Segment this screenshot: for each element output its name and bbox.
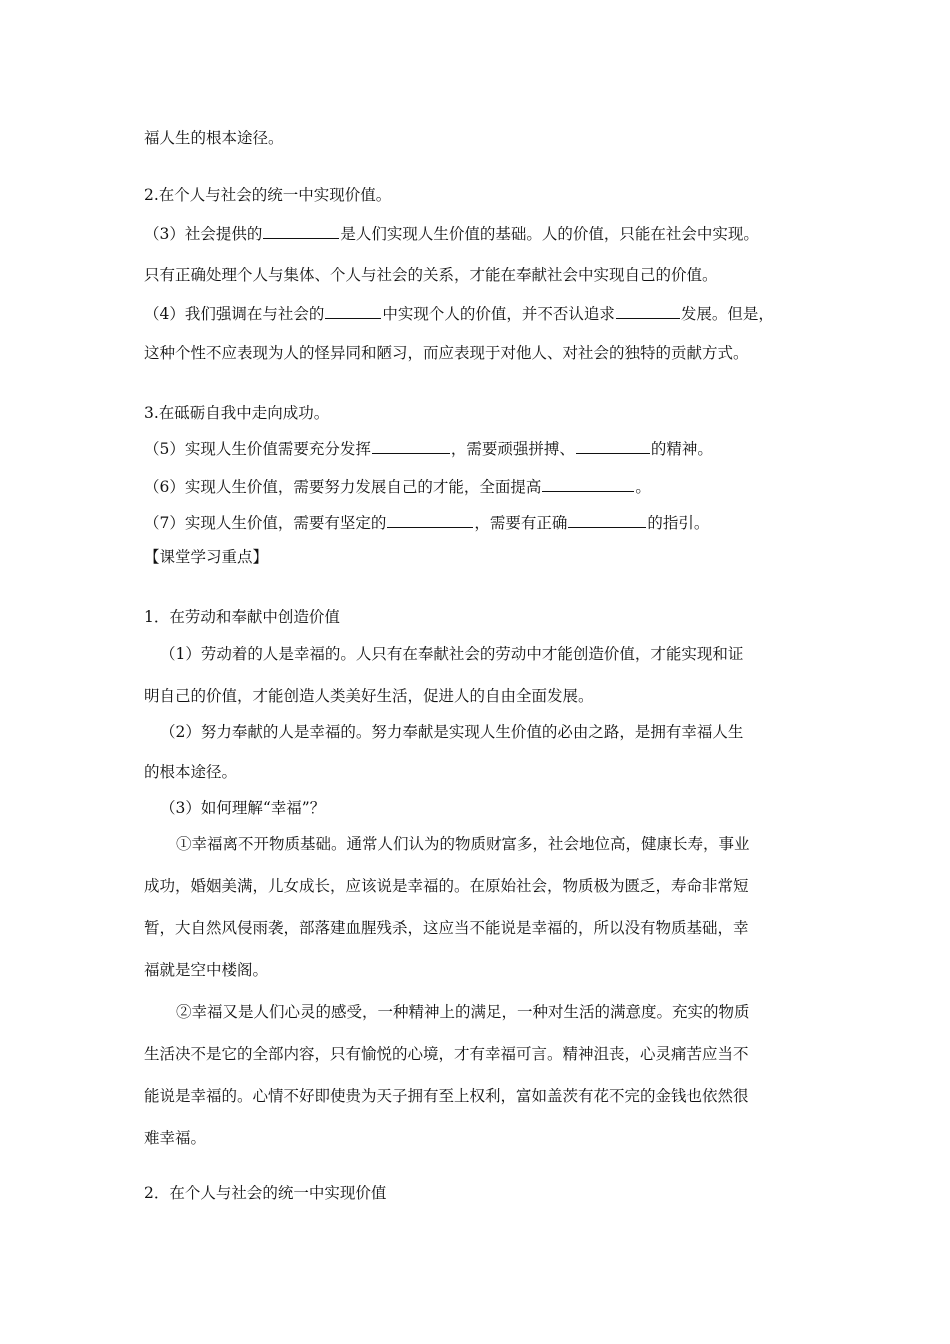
question-text: ，需要有正确 [474, 514, 568, 532]
paragraph-line: （1）劳动着的人是幸福的。人只有在奉献社会的劳动中才能创造价值，才能实现和证 [160, 645, 744, 663]
text-line: 福人生的根本途径。 [144, 129, 284, 147]
paragraph-line: 生活决不是它的全部内容，只有愉悦的心境，才有幸福可言。精神沮丧，心灵痛苦应当不 [144, 1045, 749, 1063]
paragraph-line: （3）如何理解“幸福”？ [160, 799, 326, 817]
paragraph-line: 能说是幸福的。心情不好即使贵为天子拥有至上权利，富如盖茨有花不完的金钱也依然很 [144, 1087, 749, 1105]
fill-blank[interactable] [616, 301, 680, 319]
question-text: （7）实现人生价值，需要有坚定的 [144, 514, 387, 532]
paragraph-line: 难幸福。 [144, 1129, 207, 1147]
question-text: 发展。但是， [680, 305, 774, 323]
question-text: 的指引。 [647, 514, 710, 532]
question-text: （3）社会提供的 [144, 225, 263, 243]
text-line: 这种个性不应表现为人的怪异同和陋习，而应表现于对他人、对社会的独特的贡献方式。 [144, 344, 749, 362]
fill-blank[interactable] [325, 301, 381, 319]
paragraph-line: 福就是空中楼阁。 [144, 961, 269, 979]
question-text: （6）实现人生价值，需要努力发展自己的才能，全面提高 [144, 478, 542, 496]
paragraph-line: ①幸福离不开物质基础。通常人们认为的物质财富多，社会地位高，健康长寿，事业 [176, 835, 750, 853]
question-7 [144, 510, 709, 534]
section-heading: 2.在个人与社会的统一中实现价值。 [144, 186, 392, 204]
question-4 [144, 301, 774, 325]
paragraph-line: 的根本途径。 [144, 763, 238, 781]
question-text: 。 [635, 478, 651, 496]
fill-blank[interactable] [387, 510, 473, 528]
section-heading: 1．在劳动和奉献中创造价值 [144, 608, 340, 626]
focus-heading: 【课堂学习重点】 [144, 548, 269, 566]
question-3 [144, 221, 759, 245]
paragraph-line: 暂，大自然风侵雨袭，部落建血腥残杀，这应当不能说是幸福的，所以没有物质基础，幸 [144, 919, 749, 937]
fill-blank[interactable] [542, 474, 634, 492]
text-line: 只有正确处理个人与集体、个人与社会的关系，才能在奉献社会中实现自己的价值。 [144, 266, 718, 284]
paragraph-line: 明自己的价值，才能创造人类美好生活，促进人的自由全面发展。 [144, 687, 594, 705]
paragraph-line: 成功，婚姻美满，儿女成长，应该说是幸福的。在原始社会，物质极为匮乏，寿命非常短 [144, 877, 749, 895]
fill-blank[interactable] [576, 436, 650, 454]
fill-blank[interactable] [372, 436, 450, 454]
section-heading: 2．在个人与社会的统一中实现价值 [144, 1184, 387, 1202]
fill-blank[interactable] [263, 221, 339, 239]
question-text: （5）实现人生价值需要充分发挥 [144, 440, 371, 458]
question-text: 中实现个人的价值，并不否认追求 [382, 305, 615, 323]
question-5 [144, 436, 713, 460]
question-text: ，需要顽强拼搏、 [450, 440, 575, 458]
fill-blank[interactable] [568, 510, 646, 528]
question-text: 是人们实现人生价值的基础。人的价值，只能在社会中实现。 [340, 225, 759, 243]
paragraph-line: ②幸福又是人们心灵的感受，一种精神上的满足，一种对生活的满意度。充实的物质 [176, 1003, 750, 1021]
question-6 [144, 474, 651, 498]
paragraph-line: （2）努力奉献的人是幸福的。努力奉献是实现人生价值的必由之路，是拥有幸福人生 [160, 723, 744, 741]
question-text: （4）我们强调在与社会的 [144, 305, 325, 323]
question-text: 的精神。 [650, 440, 713, 458]
section-heading: 3.在砥砺自我中走向成功。 [144, 404, 330, 422]
